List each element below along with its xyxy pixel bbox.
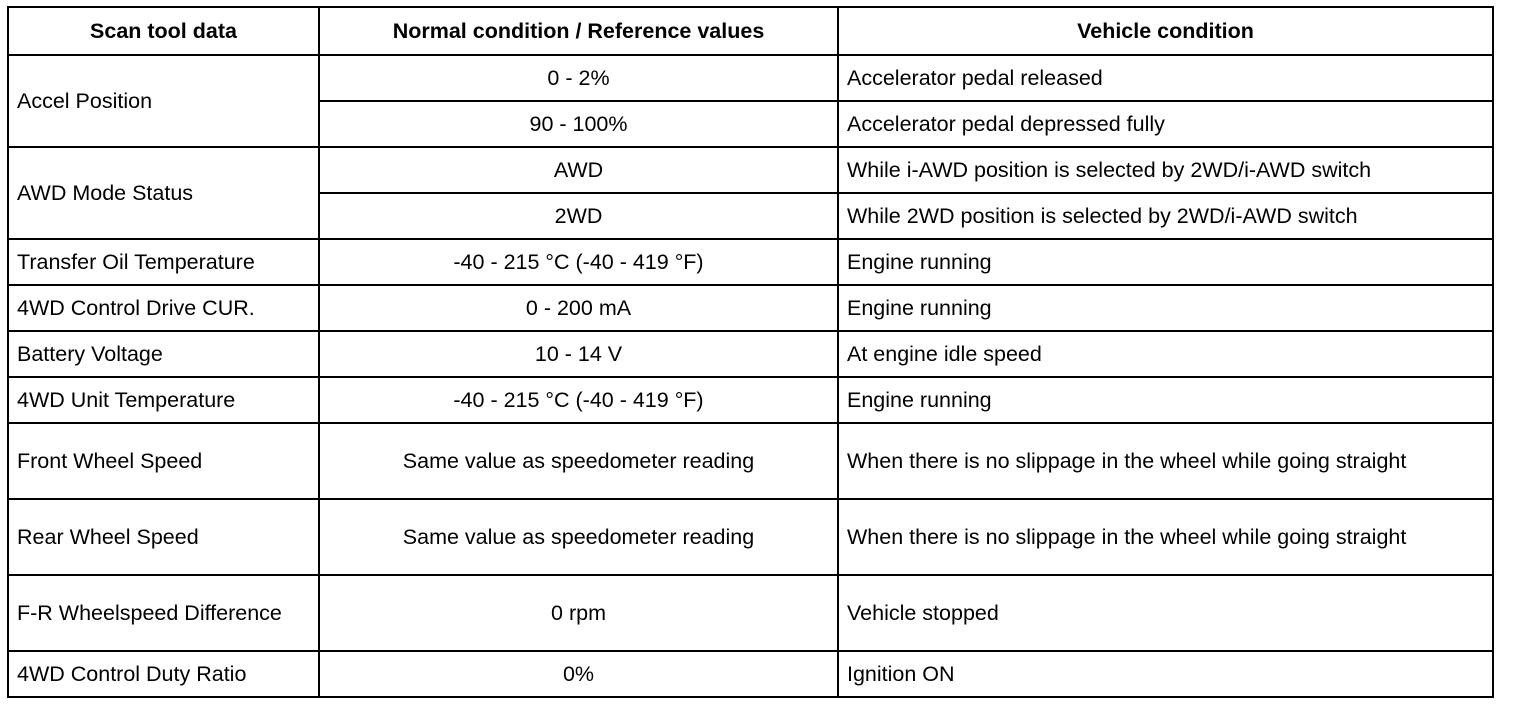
reference-value: 0 rpm: [319, 575, 838, 651]
vehicle-condition: When there is no slippage in the wheel while going straight: [838, 423, 1493, 499]
scan-tool-data-table: [7, 6, 1494, 698]
vehicle-condition: Ignition ON: [838, 651, 1493, 697]
scan-data-name: AWD Mode Status: [8, 147, 319, 239]
reference-value: 0%: [319, 651, 838, 697]
table-row: [8, 651, 1493, 697]
reference-value: 0 - 2%: [319, 55, 838, 101]
reference-value: Same value as speedometer reading: [319, 423, 838, 499]
vehicle-condition: Engine running: [838, 285, 1493, 331]
vehicle-condition: At engine idle speed: [838, 331, 1493, 377]
table-row: [8, 55, 1493, 101]
table-row: [8, 377, 1493, 423]
vehicle-condition: When there is no slippage in the wheel while going straight: [838, 499, 1493, 575]
vehicle-condition: While 2WD position is selected by 2WD/i-AWD switch: [838, 193, 1493, 239]
vehicle-condition: Vehicle stopped: [838, 575, 1493, 651]
table-row: [8, 423, 1493, 499]
reference-value: 10 - 14 V: [319, 331, 838, 377]
reference-value: Same value as speedometer reading: [319, 499, 838, 575]
reference-value: 2WD: [319, 193, 838, 239]
scan-data-name: Battery Voltage: [8, 331, 319, 377]
table-row: [8, 331, 1493, 377]
scan-data-name: Rear Wheel Speed: [8, 499, 319, 575]
vehicle-condition: Accelerator pedal released: [838, 55, 1493, 101]
reference-value: -40 - 215 °C (-40 - 419 °F): [319, 377, 838, 423]
header-scan-tool-data: Scan tool data: [8, 7, 319, 55]
reference-value: 0 - 200 mA: [319, 285, 838, 331]
scan-data-name: Transfer Oil Temperature: [8, 239, 319, 285]
scan-data-name: 4WD Control Duty Ratio: [8, 651, 319, 697]
header-row: [8, 7, 1493, 55]
table-row: [8, 499, 1493, 575]
vehicle-condition: Accelerator pedal depressed fully: [838, 101, 1493, 147]
reference-value: -40 - 215 °C (-40 - 419 °F): [319, 239, 838, 285]
table-row: [8, 147, 1493, 193]
scan-data-name: Front Wheel Speed: [8, 423, 319, 499]
header-reference-values: Normal condition / Reference values: [319, 7, 838, 55]
vehicle-condition: Engine running: [838, 239, 1493, 285]
reference-value: AWD: [319, 147, 838, 193]
vehicle-condition: Engine running: [838, 377, 1493, 423]
scan-data-name: Accel Position: [8, 55, 319, 147]
reference-value: 90 - 100%: [319, 101, 838, 147]
table-row: [8, 575, 1493, 651]
table-row: [8, 285, 1493, 331]
scan-data-name: 4WD Unit Temperature: [8, 377, 319, 423]
header-vehicle-condition: Vehicle condition: [838, 7, 1493, 55]
vehicle-condition: While i-AWD position is selected by 2WD/i-AWD switch: [838, 147, 1493, 193]
table-row: [8, 239, 1493, 285]
scan-data-name: F-R Wheelspeed Difference: [8, 575, 319, 651]
scan-data-name: 4WD Control Drive CUR.: [8, 285, 319, 331]
